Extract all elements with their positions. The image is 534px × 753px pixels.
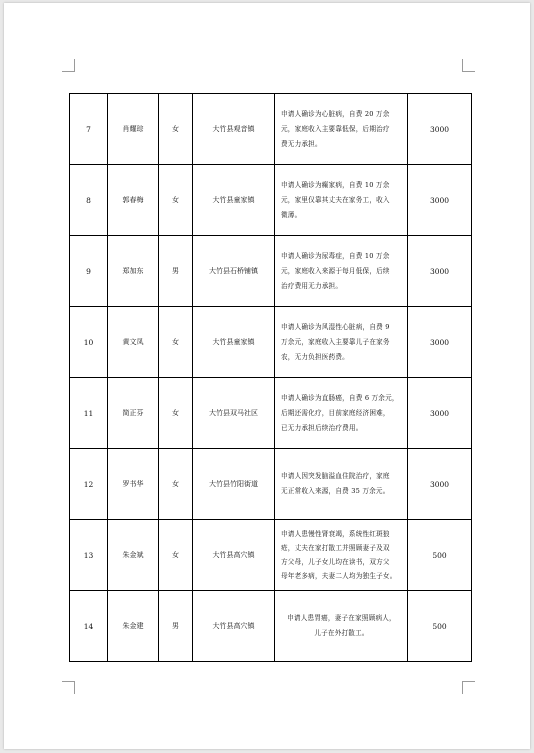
description-line: 申请人确诊为尿毒症，自费 10 万余 xyxy=(281,251,390,260)
description-line: 已无力承担后续治疗费用。 xyxy=(281,423,363,432)
description-line: 费无力承担。 xyxy=(281,139,322,148)
description-line: 治疗费用无力承担。 xyxy=(281,281,343,290)
applicant-name: 朱金建 xyxy=(108,591,159,662)
description-line: 无正常收入来源，自费 35 万余元。 xyxy=(281,487,390,495)
description-line: 申请人因突发脑溢血住院治疗，家庭 xyxy=(281,472,390,480)
gender-cell: 女 xyxy=(159,165,193,236)
description-line: 母年老多病，夫妻二人均为独生子女。 xyxy=(281,572,397,580)
applicant-name: 肖耀琮 xyxy=(108,94,159,165)
description-line: 申请人确诊为心脏病，自费 20 万余 xyxy=(281,109,390,118)
address-cell: 大竹县石桥铺镇 xyxy=(193,236,275,307)
gender-cell: 男 xyxy=(159,591,193,662)
description-cell xyxy=(275,378,408,449)
amount-cell: 500 xyxy=(408,591,472,662)
table-row xyxy=(70,236,472,307)
description-line: 元，家里仅靠其丈夫在家务工，收入 xyxy=(281,195,390,204)
table-row xyxy=(70,378,472,449)
description-line: 万余元，家庭收入主要靠儿子在家务 xyxy=(281,337,390,346)
applicant-name: 黄文凤 xyxy=(108,307,159,378)
amount-cell: 3000 xyxy=(408,307,472,378)
description-line: 儿子在外打散工。 xyxy=(314,629,369,637)
description-cell xyxy=(275,449,408,520)
crop-mark-top-left xyxy=(62,59,75,72)
gender-cell: 男 xyxy=(159,236,193,307)
description-line: 元，家庭收入来源于每月低保，后续 xyxy=(281,266,390,275)
document-page xyxy=(4,3,530,749)
description-line: 申请人确诊为癫家病，自费 10 万余 xyxy=(281,180,390,189)
gender-cell: 女 xyxy=(159,94,193,165)
description-line: 疮，丈夫在家打散工并照顾妻子及双 xyxy=(281,544,390,552)
amount-cell: 500 xyxy=(408,520,472,591)
row-number: 12 xyxy=(70,449,108,520)
description-line: 后期还需化疗，目前家庭经济困难， xyxy=(281,408,390,417)
table-row xyxy=(70,165,472,236)
gender-cell: 女 xyxy=(159,378,193,449)
address-cell: 大竹县童家镇 xyxy=(193,165,275,236)
gender-cell: 女 xyxy=(159,520,193,591)
applicant-name: 郭春梅 xyxy=(108,165,159,236)
gender-cell: 女 xyxy=(159,307,193,378)
description-cell xyxy=(275,165,408,236)
applicant-name: 朱金斌 xyxy=(108,520,159,591)
amount-cell: 3000 xyxy=(408,449,472,520)
amount-cell: 3000 xyxy=(408,378,472,449)
description-line: 申请人患慢性肾衰竭，系统性红斑狼 xyxy=(281,530,390,538)
table-row xyxy=(70,94,472,165)
crop-mark-top-right xyxy=(462,59,475,72)
row-number: 8 xyxy=(70,165,108,236)
applicant-name: 郑加东 xyxy=(108,236,159,307)
assistance-table xyxy=(69,93,472,662)
description-cell xyxy=(275,520,408,591)
description-line: 方父母，儿子女儿均在读书，双方父 xyxy=(281,558,390,566)
row-number: 7 xyxy=(70,94,108,165)
crop-mark-bottom-left xyxy=(62,681,75,694)
applicant-name: 简正芬 xyxy=(108,378,159,449)
address-cell: 大竹县竹阳街道 xyxy=(193,449,275,520)
applicant-name: 罗书华 xyxy=(108,449,159,520)
description-line: 申请人确诊为风湿性心脏病，自费 9 xyxy=(281,322,390,331)
description-line: 元，家庭收入主要靠低保，后期治疗 xyxy=(281,124,390,133)
row-number: 14 xyxy=(70,591,108,662)
address-cell: 大竹县观音镇 xyxy=(193,94,275,165)
description-line: 申请人确诊为直肠癌，自费 6 万余元， xyxy=(281,393,399,402)
address-cell: 大竹县童家镇 xyxy=(193,307,275,378)
description-cell xyxy=(275,94,408,165)
row-number: 11 xyxy=(70,378,108,449)
address-cell: 大竹县高穴镇 xyxy=(193,520,275,591)
crop-mark-bottom-right xyxy=(462,681,475,694)
amount-cell: 3000 xyxy=(408,165,472,236)
table-row xyxy=(70,520,472,591)
table-row xyxy=(70,307,472,378)
description-cell xyxy=(275,591,408,662)
amount-cell: 3000 xyxy=(408,236,472,307)
gender-cell: 女 xyxy=(159,449,193,520)
description-cell xyxy=(275,236,408,307)
description-line: 申请人患胃癌，妻子在家照顾病人， xyxy=(287,614,396,622)
description-line: 微薄。 xyxy=(281,210,302,219)
description-cell xyxy=(275,307,408,378)
table-row xyxy=(70,591,472,662)
table-row xyxy=(70,449,472,520)
description-line: 农，无力负担医药费。 xyxy=(281,352,349,361)
address-cell: 大竹县双马社区 xyxy=(193,378,275,449)
row-number: 10 xyxy=(70,307,108,378)
amount-cell: 3000 xyxy=(408,94,472,165)
address-cell: 大竹县高穴镇 xyxy=(193,591,275,662)
row-number: 9 xyxy=(70,236,108,307)
row-number: 13 xyxy=(70,520,108,591)
